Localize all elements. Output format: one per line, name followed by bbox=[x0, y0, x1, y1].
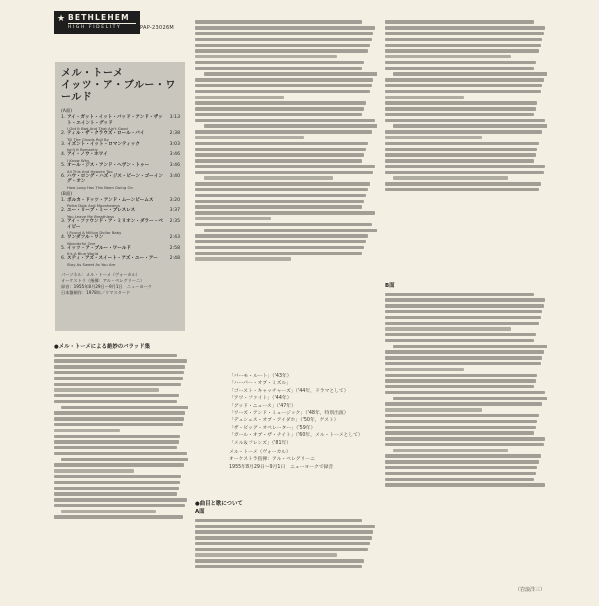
track-duration: 3:46 bbox=[169, 162, 180, 168]
credit-line: メル・トーメ（ヴォーカル） bbox=[229, 450, 291, 456]
notes-heading: ●曲目と歌について bbox=[195, 501, 243, 507]
film-item: 「アワ・ファイト」（'44年） bbox=[229, 396, 292, 402]
text-line bbox=[385, 101, 537, 104]
personnel-line: 録音：1955年8月29日～9月1日 ニューヨーク bbox=[61, 283, 152, 289]
text-line bbox=[195, 211, 375, 214]
text-line bbox=[61, 406, 188, 409]
track-title-jp: イッツ・ア・ブルー・ワールド bbox=[67, 245, 131, 251]
text-line bbox=[195, 565, 362, 568]
film-item: 「ハーバー・オブ・ミズル」 bbox=[229, 381, 291, 387]
text-line bbox=[385, 385, 534, 388]
text-line bbox=[195, 200, 364, 203]
text-line bbox=[385, 90, 541, 93]
text-line bbox=[385, 310, 542, 313]
text-line bbox=[385, 49, 539, 52]
side-a-track bbox=[61, 131, 180, 137]
text-line bbox=[195, 119, 375, 122]
text-line bbox=[195, 525, 375, 528]
track-title-en: All This And Heaven Too bbox=[67, 168, 113, 174]
film-list bbox=[195, 373, 371, 471]
track-title-en: You Leave Me Breathless bbox=[67, 213, 115, 219]
tracklist-panel bbox=[55, 62, 185, 331]
track-title-en: How Long Has This Been Going On bbox=[67, 184, 133, 190]
text-line bbox=[385, 443, 544, 446]
text-line bbox=[385, 316, 541, 319]
text-line bbox=[385, 32, 544, 35]
text-line bbox=[195, 246, 364, 249]
text-line bbox=[61, 458, 188, 461]
text-line bbox=[195, 107, 364, 110]
track-title-jp: ユー・リーブ・ミー・ブレスレス bbox=[67, 208, 136, 214]
text-line bbox=[195, 548, 368, 551]
track-title-en: It's A Blue World bbox=[67, 251, 99, 257]
text-line bbox=[385, 171, 544, 174]
text-line bbox=[393, 176, 508, 179]
intro-text-column bbox=[54, 343, 188, 593]
text-line bbox=[385, 304, 544, 307]
text-line bbox=[195, 20, 362, 23]
side-b-track-list bbox=[61, 198, 180, 267]
text-line bbox=[54, 463, 184, 466]
text-line bbox=[385, 356, 542, 359]
text-line bbox=[54, 498, 187, 501]
text-line bbox=[195, 519, 362, 522]
text-line bbox=[195, 234, 368, 237]
text-line bbox=[54, 354, 177, 357]
track-number: 6. bbox=[61, 173, 66, 179]
text-line bbox=[385, 483, 545, 486]
track-number: 4. bbox=[61, 152, 66, 158]
text-line bbox=[385, 327, 511, 330]
side-b-heading: B面 bbox=[385, 283, 395, 289]
personnel-line: 日本盤制作：1978年／リマスタード bbox=[61, 289, 131, 295]
text-line bbox=[54, 411, 185, 414]
album-title: イッツ・ア・ブルー・ワールド bbox=[61, 80, 176, 103]
text-line bbox=[195, 252, 362, 255]
text-line bbox=[385, 119, 545, 122]
film-item: 「バーモ・ルート」（'43年） bbox=[229, 374, 292, 379]
main-text-column bbox=[195, 18, 377, 368]
text-line bbox=[195, 96, 284, 99]
film-item: 「メル＆フレンズ」（'81年） bbox=[229, 440, 292, 446]
text-line bbox=[385, 420, 537, 423]
track-duration: 3:20 bbox=[169, 197, 180, 203]
text-line bbox=[204, 124, 377, 127]
text-line bbox=[54, 515, 183, 518]
text-line bbox=[385, 130, 542, 133]
text-line bbox=[195, 240, 366, 243]
personnel-line: パーソネル：メル・トーメ（ヴォーカル） bbox=[61, 271, 140, 277]
text-line bbox=[385, 379, 536, 382]
text-line bbox=[54, 435, 180, 438]
text-line bbox=[195, 136, 304, 139]
track-duration: 2:35 bbox=[169, 218, 180, 224]
track-title-en: Polka Dots And Moonbeams bbox=[67, 203, 120, 209]
intro-heading: ●メル・トーメによる絶妙のバラッド集 bbox=[54, 344, 150, 350]
text-line bbox=[385, 472, 536, 475]
track-title-jp: ワンダフル・ワン bbox=[67, 235, 104, 241]
song-notes-column-top bbox=[385, 18, 547, 268]
text-line bbox=[195, 84, 372, 87]
track-number: 3. bbox=[61, 141, 66, 147]
text-line bbox=[195, 553, 337, 556]
text-line bbox=[385, 153, 536, 156]
text-line bbox=[54, 377, 183, 380]
track-duration: 2:48 bbox=[169, 256, 180, 262]
track-number: 1. bbox=[61, 197, 66, 203]
text-line bbox=[195, 536, 372, 539]
track-title-jp: ティル・ザ・クラウズ・ロール・バイ bbox=[67, 131, 145, 137]
track-number: 5. bbox=[61, 245, 66, 251]
text-line bbox=[385, 298, 545, 301]
text-line bbox=[385, 148, 537, 151]
notes-side-a-heading: A面 bbox=[195, 509, 205, 516]
text-line bbox=[195, 101, 366, 104]
side-b-track bbox=[61, 219, 180, 230]
side-a-track-list bbox=[61, 115, 180, 190]
text-line bbox=[385, 61, 536, 64]
credit-line: オーケストラ指揮：アル・ペレグリーニ bbox=[229, 457, 315, 463]
track-title-jp: アイ・ノウ・ホワイ bbox=[67, 152, 108, 158]
side-a-track bbox=[61, 174, 180, 185]
text-line bbox=[54, 365, 185, 368]
text-line bbox=[54, 475, 181, 478]
text-line bbox=[385, 136, 482, 139]
film-item: 「ゴースト・キャッチャーズ」（'44年，ドラマとして） bbox=[229, 388, 349, 394]
text-line bbox=[385, 293, 534, 296]
text-line bbox=[54, 440, 179, 443]
star-icon: ★ bbox=[57, 14, 66, 24]
text-line bbox=[385, 38, 542, 41]
text-line bbox=[54, 504, 185, 507]
text-line bbox=[195, 49, 368, 52]
text-line bbox=[195, 78, 373, 81]
text-line bbox=[204, 72, 377, 75]
track-number: 5. bbox=[61, 162, 66, 168]
text-line bbox=[385, 460, 539, 463]
personnel-credits bbox=[61, 272, 180, 296]
text-line bbox=[54, 423, 183, 426]
film-item: 「グッド・ニュース」（'47年） bbox=[229, 403, 296, 409]
text-line bbox=[385, 20, 534, 23]
text-line bbox=[54, 371, 184, 374]
text-line bbox=[54, 487, 179, 490]
text-line bbox=[195, 142, 368, 145]
text-line bbox=[195, 194, 366, 197]
text-line bbox=[385, 113, 534, 116]
text-line bbox=[385, 333, 536, 336]
text-line bbox=[385, 374, 537, 377]
text-line bbox=[385, 107, 536, 110]
track-title-en: Till The Clouds Roll By bbox=[67, 136, 109, 142]
text-line bbox=[204, 229, 377, 232]
track-title-jp: アイ・ファウンド・ア・ミリオン・ダラー・ベイビー bbox=[67, 218, 163, 230]
text-line bbox=[385, 426, 536, 429]
track-number: 6. bbox=[61, 256, 66, 262]
personnel-line: オーケストラ（指揮：アル・ペレグリーニ） bbox=[61, 277, 145, 283]
text-line bbox=[195, 165, 375, 168]
text-line bbox=[385, 402, 542, 405]
text-line bbox=[385, 362, 541, 365]
track-number: 1. bbox=[61, 115, 66, 120]
text-line bbox=[195, 171, 373, 174]
track-duration: 2:43 bbox=[169, 235, 180, 241]
text-line bbox=[385, 96, 464, 99]
track-number: 2. bbox=[61, 208, 66, 214]
side-b-track bbox=[61, 235, 180, 241]
text-line bbox=[61, 510, 156, 513]
text-line bbox=[195, 130, 372, 133]
track-duration: 3:46 bbox=[169, 152, 180, 158]
text-line bbox=[195, 32, 373, 35]
track-title-en: Isn't It Romantic bbox=[67, 147, 98, 153]
text-line bbox=[393, 72, 547, 75]
film-item: 「ザ・ビッグ・オペレーター」（'59年） bbox=[229, 425, 316, 431]
text-line bbox=[385, 350, 544, 353]
track-title-en: I Got It Bad And That Ain't Good bbox=[67, 126, 128, 132]
text-line bbox=[204, 176, 333, 179]
text-line bbox=[195, 153, 364, 156]
text-line bbox=[393, 124, 547, 127]
text-line bbox=[195, 67, 362, 70]
text-line bbox=[195, 257, 291, 260]
text-line bbox=[385, 408, 482, 411]
text-line bbox=[385, 454, 541, 457]
text-line bbox=[195, 223, 372, 226]
track-title-en: I Know Why bbox=[67, 157, 90, 163]
text-line bbox=[195, 217, 271, 220]
text-line bbox=[54, 394, 179, 397]
track-number: 4. bbox=[61, 235, 66, 241]
track-duration: 2:58 bbox=[169, 245, 180, 251]
text-line bbox=[385, 165, 545, 168]
album-artist: メル・トーメ bbox=[61, 68, 124, 79]
track-title-jp: ボルカ・ドッツ・アンド・ムーンビームス bbox=[67, 197, 154, 203]
text-line bbox=[385, 478, 534, 481]
logo-tagline: HIGH FIDELITY bbox=[68, 23, 136, 32]
text-line bbox=[393, 449, 508, 452]
text-line bbox=[385, 188, 539, 191]
text-line bbox=[385, 431, 534, 434]
text-line bbox=[385, 322, 539, 325]
text-line bbox=[54, 481, 180, 484]
text-line bbox=[54, 383, 181, 386]
side-b-label: (B面) bbox=[61, 191, 73, 197]
bethlehem-logo bbox=[54, 11, 140, 34]
side-b-notes bbox=[385, 282, 547, 578]
text-line bbox=[385, 159, 534, 162]
track-duration: 3:37 bbox=[169, 208, 180, 214]
text-line bbox=[393, 397, 547, 400]
text-line bbox=[385, 142, 539, 145]
film-item: 「ワーズ・アンド・ミュージック」（'48年，特別出演） bbox=[229, 411, 349, 417]
text-line bbox=[54, 388, 159, 391]
track-duration: 3:03 bbox=[169, 141, 180, 147]
text-line bbox=[385, 391, 545, 394]
text-line bbox=[195, 559, 364, 562]
text-line bbox=[385, 44, 541, 47]
track-number: 3. bbox=[61, 218, 66, 224]
track-title-jp: オール・ジス・アンド・ヘヴン・トゥー bbox=[67, 162, 150, 168]
text-line bbox=[195, 542, 370, 545]
text-line bbox=[385, 466, 537, 469]
side-a-track bbox=[61, 163, 180, 169]
text-line bbox=[195, 38, 372, 41]
text-line bbox=[195, 90, 370, 93]
film-item: 「デュシェス・オブ・アイダホ」（'50年，ゲスト） bbox=[229, 418, 339, 424]
track-title-jp: イズント・イット・ロマンティック bbox=[67, 141, 140, 147]
text-line bbox=[195, 26, 375, 29]
text-line bbox=[195, 148, 366, 151]
text-line bbox=[385, 26, 545, 29]
text-line bbox=[385, 414, 539, 417]
logo-brand: BETHLEHEM bbox=[68, 13, 130, 22]
text-line bbox=[54, 359, 187, 362]
text-line bbox=[385, 182, 541, 185]
text-line bbox=[385, 55, 511, 58]
track-title-en: Stay As Sweet As You Are bbox=[67, 261, 116, 267]
text-line bbox=[195, 113, 362, 116]
text-line bbox=[195, 530, 373, 533]
text-line bbox=[54, 429, 120, 432]
text-line bbox=[195, 159, 362, 162]
text-line bbox=[195, 182, 370, 185]
track-duration: 2:38 bbox=[169, 131, 180, 137]
notes-section bbox=[195, 500, 377, 598]
text-line bbox=[385, 84, 542, 87]
text-line bbox=[195, 205, 362, 208]
text-line bbox=[393, 345, 547, 348]
credit-line: 1955年8月29日～9月1日 ニューヨークで録音 bbox=[229, 464, 334, 470]
track-duration: 3:40 bbox=[169, 173, 180, 179]
track-title-jp: アイ・ガット・イット・バッド・アンド・ザット・エイント・グッド bbox=[67, 115, 163, 126]
track-title-jp: スティ・アズ・スイート・アズ・ユー・アー bbox=[67, 256, 158, 262]
text-line bbox=[54, 452, 187, 455]
text-line bbox=[385, 339, 534, 342]
track-duration: 3:13 bbox=[169, 115, 180, 120]
film-item: 「ガール・オブ・ザ・ナイト」（'60年，メル・トーメとして） bbox=[229, 433, 363, 439]
side-a-label: (A面) bbox=[61, 109, 73, 114]
track-title-jp: ハウ・ロング・ハズ・ジス・ビーン・ゴーイング・オン bbox=[67, 173, 163, 185]
text-line bbox=[54, 469, 134, 472]
text-line bbox=[385, 368, 464, 371]
text-line bbox=[195, 61, 364, 64]
text-line bbox=[385, 437, 545, 440]
text-line bbox=[54, 417, 184, 420]
text-line bbox=[195, 44, 370, 47]
track-title-en: Wonderful One bbox=[67, 240, 96, 246]
text-line bbox=[195, 55, 337, 58]
track-title-en: I Found A Million Dollar Baby bbox=[67, 230, 122, 236]
catalog-number: PAP-23026M bbox=[140, 25, 175, 31]
text-line bbox=[385, 67, 534, 70]
side-a-track bbox=[61, 115, 180, 126]
text-line bbox=[385, 78, 544, 81]
text-line bbox=[54, 400, 177, 403]
text-line bbox=[195, 188, 368, 191]
text-line bbox=[54, 446, 177, 449]
text-line bbox=[54, 492, 177, 495]
track-number: 2. bbox=[61, 131, 66, 137]
author-signature: （岩浪洋三） bbox=[514, 587, 545, 593]
